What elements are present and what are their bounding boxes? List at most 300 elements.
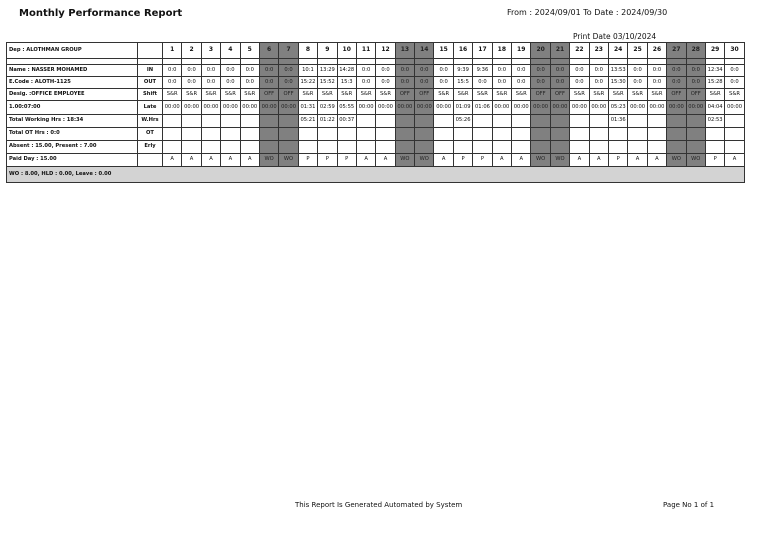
day-header-cell: 9: [318, 43, 337, 59]
out-cell: 0:0: [531, 77, 550, 89]
ot-cell: [531, 128, 550, 141]
status-cell: A: [725, 154, 744, 167]
status-cell: A: [240, 154, 259, 167]
day-header-cell: 4: [221, 43, 240, 59]
early-cell: [395, 141, 414, 154]
out-cell: 15:28: [705, 77, 724, 89]
shift-cell: S&R: [163, 89, 182, 101]
in-cell: 0:0: [434, 65, 453, 77]
whrs-cell: [667, 115, 686, 128]
day-header-cell: 17: [473, 43, 492, 59]
shift-cell: S&R: [725, 89, 744, 101]
day-header-cell: 16: [453, 43, 472, 59]
early-cell: [453, 141, 472, 154]
shift-cell: S&R: [608, 89, 627, 101]
day-header-cell: 6: [259, 43, 278, 59]
late-cell: 00:00: [415, 101, 434, 115]
ot-cell: [395, 128, 414, 141]
in-cell: 9:36: [473, 65, 492, 77]
whrs-cell: [473, 115, 492, 128]
shift-row-label: Shift: [138, 89, 163, 101]
header-empty-cell: [138, 43, 163, 59]
day-header-cell: 3: [201, 43, 220, 59]
late-cell: 00:00: [259, 101, 278, 115]
day-header-cell: 22: [570, 43, 589, 59]
status-row: [7, 154, 745, 167]
out-cell: 0:0: [667, 77, 686, 89]
page-number: Page No 1 of 1: [663, 501, 715, 509]
late-cell: 00:00: [512, 101, 531, 115]
status-cell: A: [221, 154, 240, 167]
late-cell: 00:00: [279, 101, 298, 115]
out-row-label: OUT: [138, 77, 163, 89]
in-cell: 0:0: [376, 65, 395, 77]
ot-cell: [647, 128, 666, 141]
late-cell: 00:00: [376, 101, 395, 115]
day-header-cell: 14: [415, 43, 434, 59]
status-cell: P: [608, 154, 627, 167]
out-cell: 0:0: [686, 77, 705, 89]
early-cell: [473, 141, 492, 154]
day-header-cell: 26: [647, 43, 666, 59]
status-info-cell: Paid Day : 15.00: [7, 154, 138, 167]
in-cell: 0:0: [647, 65, 666, 77]
whrs-cell: [628, 115, 647, 128]
shift-cell: OFF: [279, 89, 298, 101]
late-cell: 00:00: [531, 101, 550, 115]
in-cell: 0:0: [240, 65, 259, 77]
late-cell: 00:00: [647, 101, 666, 115]
day-header-cell: 20: [531, 43, 550, 59]
status-cell: WO: [279, 154, 298, 167]
out-cell: 0:0: [725, 77, 744, 89]
ot-cell: [473, 128, 492, 141]
out-cell: 15:3: [337, 77, 356, 89]
ot-cell: [182, 128, 201, 141]
early-cell: [570, 141, 589, 154]
ot-cell: [705, 128, 724, 141]
late-cell: 00:00: [395, 101, 414, 115]
late-cell: 05:23: [608, 101, 627, 115]
ot-cell: [259, 128, 278, 141]
shift-row: [7, 89, 745, 101]
whrs-cell: 00:37: [337, 115, 356, 128]
ot-cell: [356, 128, 375, 141]
early-cell: [221, 141, 240, 154]
ot-cell: [201, 128, 220, 141]
status-cell: P: [318, 154, 337, 167]
out-cell: 0:0: [570, 77, 589, 89]
ot-cell: [725, 128, 744, 141]
late-cell: 00:00: [492, 101, 511, 115]
early-cell: [259, 141, 278, 154]
whrs-cell: [531, 115, 550, 128]
early-cell: [589, 141, 608, 154]
day-header-cell: 23: [589, 43, 608, 59]
shift-cell: S&R: [473, 89, 492, 101]
late-cell: 01:09: [453, 101, 472, 115]
department-label: Dep : ALOTHMAN GROUP: [7, 43, 138, 59]
status-cell: A: [512, 154, 531, 167]
late-row-label: Late: [138, 101, 163, 115]
shift-cell: S&R: [705, 89, 724, 101]
late-row: [7, 101, 745, 115]
whrs-cell: [550, 115, 569, 128]
whrs-row: [7, 115, 745, 128]
early-row-label: Erly: [138, 141, 163, 154]
late-cell: 00:00: [589, 101, 608, 115]
shift-cell: S&R: [221, 89, 240, 101]
out-cell: 0:0: [182, 77, 201, 89]
out-info-cell: E.Code : ALOTH-1125: [7, 77, 138, 89]
in-cell: 13:53: [608, 65, 627, 77]
day-header-cell: 25: [628, 43, 647, 59]
whrs-cell: [182, 115, 201, 128]
late-cell: 00:00: [550, 101, 569, 115]
ot-cell: [608, 128, 627, 141]
late-cell: 01:06: [473, 101, 492, 115]
ot-cell: [492, 128, 511, 141]
out-cell: 0:0: [259, 77, 278, 89]
status-cell: WO: [531, 154, 550, 167]
early-cell: [492, 141, 511, 154]
out-cell: 0:0: [492, 77, 511, 89]
ot-cell: [337, 128, 356, 141]
whrs-cell: [279, 115, 298, 128]
whrs-cell: [686, 115, 705, 128]
ot-cell: [318, 128, 337, 141]
whrs-cell: [259, 115, 278, 128]
whrs-row-label: W.Hrs: [138, 115, 163, 128]
day-header-cell: 15: [434, 43, 453, 59]
in-cell: 10:1: [298, 65, 317, 77]
early-cell: [686, 141, 705, 154]
day-header-cell: 5: [240, 43, 259, 59]
in-cell: 0:0: [259, 65, 278, 77]
ot-row: [7, 128, 745, 141]
status-cell: WO: [395, 154, 414, 167]
shift-cell: S&R: [182, 89, 201, 101]
day-header-cell: 11: [356, 43, 375, 59]
whrs-cell: [240, 115, 259, 128]
early-cell: [415, 141, 434, 154]
in-cell: 0:0: [182, 65, 201, 77]
footer-generated-note: This Report Is Generated Automated by System: [295, 501, 463, 509]
in-cell: 0:0: [201, 65, 220, 77]
shift-cell: S&R: [434, 89, 453, 101]
in-cell: 13:29: [318, 65, 337, 77]
late-cell: 02:59: [318, 101, 337, 115]
in-cell: 0:0: [492, 65, 511, 77]
late-cell: 00:00: [182, 101, 201, 115]
in-info-cell: Name : NASSER MOHAMED: [7, 65, 138, 77]
status-cell: A: [589, 154, 608, 167]
day-header-cell: 8: [298, 43, 317, 59]
status-cell: P: [453, 154, 472, 167]
whrs-cell: [356, 115, 375, 128]
status-row-label: [138, 154, 163, 167]
status-cell: A: [628, 154, 647, 167]
early-cell: [356, 141, 375, 154]
status-cell: A: [182, 154, 201, 167]
status-cell: A: [647, 154, 666, 167]
in-cell: 0:0: [725, 65, 744, 77]
shift-cell: S&R: [512, 89, 531, 101]
early-row: [7, 141, 745, 154]
status-cell: A: [163, 154, 182, 167]
whrs-cell: [570, 115, 589, 128]
day-header-cell: 10: [337, 43, 356, 59]
late-cell: 04:04: [705, 101, 724, 115]
out-cell: 0:0: [395, 77, 414, 89]
summary-text: WO : 8.00, HLD : 0.00, Leave : 0.00: [7, 167, 745, 183]
ot-cell: [589, 128, 608, 141]
in-cell: 0:0: [512, 65, 531, 77]
ot-cell: [279, 128, 298, 141]
in-cell: 0:0: [628, 65, 647, 77]
out-cell: 15:30: [608, 77, 627, 89]
ot-cell: [240, 128, 259, 141]
status-cell: P: [705, 154, 724, 167]
early-cell: [298, 141, 317, 154]
ot-cell: [686, 128, 705, 141]
ot-cell: [163, 128, 182, 141]
out-cell: 0:0: [550, 77, 569, 89]
ot-cell: [298, 128, 317, 141]
early-cell: [163, 141, 182, 154]
early-cell: [608, 141, 627, 154]
in-cell: 0:0: [589, 65, 608, 77]
early-cell: [182, 141, 201, 154]
in-cell: 0:0: [570, 65, 589, 77]
ot-info-cell: Total OT Hrs : 0:0: [7, 128, 138, 141]
whrs-cell: [201, 115, 220, 128]
late-cell: 00:00: [725, 101, 744, 115]
day-header-cell: 1: [163, 43, 182, 59]
shift-cell: OFF: [686, 89, 705, 101]
ot-cell: [376, 128, 395, 141]
late-cell: 00:00: [570, 101, 589, 115]
status-cell: P: [337, 154, 356, 167]
in-cell: 0:0: [531, 65, 550, 77]
ot-cell: [415, 128, 434, 141]
early-cell: [628, 141, 647, 154]
day-header-cell: 7: [279, 43, 298, 59]
out-cell: 15:5: [453, 77, 472, 89]
day-header-row: [7, 43, 745, 59]
status-cell: WO: [667, 154, 686, 167]
out-cell: 0:0: [434, 77, 453, 89]
ot-cell: [570, 128, 589, 141]
late-cell: 00:00: [163, 101, 182, 115]
early-cell: [240, 141, 259, 154]
early-cell: [512, 141, 531, 154]
out-row: [7, 77, 745, 89]
shift-cell: S&R: [240, 89, 259, 101]
shift-cell: OFF: [531, 89, 550, 101]
late-cell: 00:00: [240, 101, 259, 115]
whrs-cell: 01:22: [318, 115, 337, 128]
in-row-label: IN: [138, 65, 163, 77]
summary-row: [7, 167, 745, 183]
out-cell: 0:0: [201, 77, 220, 89]
day-header-cell: 24: [608, 43, 627, 59]
status-cell: A: [356, 154, 375, 167]
status-cell: P: [473, 154, 492, 167]
shift-cell: S&R: [201, 89, 220, 101]
whrs-cell: 05:26: [453, 115, 472, 128]
out-cell: 0:0: [376, 77, 395, 89]
shift-cell: S&R: [318, 89, 337, 101]
out-cell: 0:0: [356, 77, 375, 89]
late-cell: 00:00: [221, 101, 240, 115]
whrs-cell: 05:21: [298, 115, 317, 128]
early-cell: [531, 141, 550, 154]
shift-cell: S&R: [492, 89, 511, 101]
shift-cell: S&R: [337, 89, 356, 101]
in-cell: 0:0: [415, 65, 434, 77]
late-cell: 00:00: [667, 101, 686, 115]
in-cell: 0:0: [279, 65, 298, 77]
day-header-cell: 28: [686, 43, 705, 59]
shift-info-cell: Desig. :OFFICE EMPLOYEE: [7, 89, 138, 101]
status-cell: WO: [415, 154, 434, 167]
status-cell: WO: [686, 154, 705, 167]
shift-cell: S&R: [376, 89, 395, 101]
in-cell: 12:34: [705, 65, 724, 77]
early-cell: [725, 141, 744, 154]
out-cell: 0:0: [473, 77, 492, 89]
in-cell: 9:39: [453, 65, 472, 77]
whrs-cell: [647, 115, 666, 128]
early-info-cell: Absent : 15.00, Present : 7.00: [7, 141, 138, 154]
whrs-cell: 01:36: [608, 115, 627, 128]
in-cell: 0:0: [667, 65, 686, 77]
whrs-cell: [163, 115, 182, 128]
late-cell: 00:00: [628, 101, 647, 115]
ot-cell: [512, 128, 531, 141]
day-header-cell: 27: [667, 43, 686, 59]
early-cell: [647, 141, 666, 154]
out-cell: 0:0: [221, 77, 240, 89]
out-cell: 0:0: [647, 77, 666, 89]
shift-cell: S&R: [589, 89, 608, 101]
shift-cell: S&R: [356, 89, 375, 101]
ot-cell: [434, 128, 453, 141]
shift-cell: S&R: [453, 89, 472, 101]
early-cell: [550, 141, 569, 154]
day-header-cell: 12: [376, 43, 395, 59]
ot-cell: [667, 128, 686, 141]
out-cell: 0:0: [240, 77, 259, 89]
out-cell: 0:0: [589, 77, 608, 89]
early-cell: [337, 141, 356, 154]
shift-cell: S&R: [570, 89, 589, 101]
out-cell: 0:0: [415, 77, 434, 89]
shift-cell: OFF: [395, 89, 414, 101]
late-cell: 00:00: [434, 101, 453, 115]
early-cell: [201, 141, 220, 154]
status-cell: WO: [259, 154, 278, 167]
status-cell: A: [376, 154, 395, 167]
whrs-cell: 02:53: [705, 115, 724, 128]
out-cell: 15:52: [318, 77, 337, 89]
late-cell: 00:00: [686, 101, 705, 115]
early-cell: [318, 141, 337, 154]
in-cell: 0:0: [550, 65, 569, 77]
day-header-cell: 13: [395, 43, 414, 59]
day-header-cell: 18: [492, 43, 511, 59]
day-header-cell: 19: [512, 43, 531, 59]
early-cell: [434, 141, 453, 154]
whrs-cell: [434, 115, 453, 128]
report-title: Monthly Performance Report: [19, 8, 183, 19]
in-cell: 0:0: [356, 65, 375, 77]
out-cell: 0:0: [512, 77, 531, 89]
whrs-cell: [725, 115, 744, 128]
status-cell: A: [201, 154, 220, 167]
early-cell: [667, 141, 686, 154]
in-cell: 14:28: [337, 65, 356, 77]
whrs-cell: [492, 115, 511, 128]
in-cell: 0:0: [395, 65, 414, 77]
late-info-cell: 1.00:07:00: [7, 101, 138, 115]
ot-cell: [550, 128, 569, 141]
early-cell: [705, 141, 724, 154]
shift-cell: S&R: [628, 89, 647, 101]
attendance-table: [6, 42, 745, 183]
shift-cell: S&R: [647, 89, 666, 101]
out-cell: 0:0: [628, 77, 647, 89]
ot-cell: [453, 128, 472, 141]
in-cell: 0:0: [686, 65, 705, 77]
early-cell: [279, 141, 298, 154]
shift-cell: OFF: [667, 89, 686, 101]
day-header-cell: 2: [182, 43, 201, 59]
ot-cell: [221, 128, 240, 141]
whrs-cell: [221, 115, 240, 128]
in-cell: 0:0: [221, 65, 240, 77]
status-cell: A: [434, 154, 453, 167]
whrs-info-cell: Total Working Hrs : 18:34: [7, 115, 138, 128]
shift-cell: S&R: [298, 89, 317, 101]
ot-row-label: OT: [138, 128, 163, 141]
whrs-cell: [376, 115, 395, 128]
late-cell: 01:31: [298, 101, 317, 115]
late-cell: 00:00: [356, 101, 375, 115]
in-row: [7, 65, 745, 77]
ot-cell: [628, 128, 647, 141]
status-cell: A: [492, 154, 511, 167]
early-cell: [376, 141, 395, 154]
status-cell: A: [570, 154, 589, 167]
status-cell: P: [298, 154, 317, 167]
status-cell: WO: [550, 154, 569, 167]
whrs-cell: [589, 115, 608, 128]
day-header-cell: 29: [705, 43, 724, 59]
late-cell: 05:55: [337, 101, 356, 115]
out-cell: 0:0: [279, 77, 298, 89]
shift-cell: OFF: [415, 89, 434, 101]
in-cell: 0:0: [163, 65, 182, 77]
shift-cell: OFF: [259, 89, 278, 101]
late-cell: 00:00: [201, 101, 220, 115]
whrs-cell: [415, 115, 434, 128]
shift-cell: OFF: [550, 89, 569, 101]
whrs-cell: [512, 115, 531, 128]
out-cell: 0:0: [163, 77, 182, 89]
day-header-cell: 21: [550, 43, 569, 59]
